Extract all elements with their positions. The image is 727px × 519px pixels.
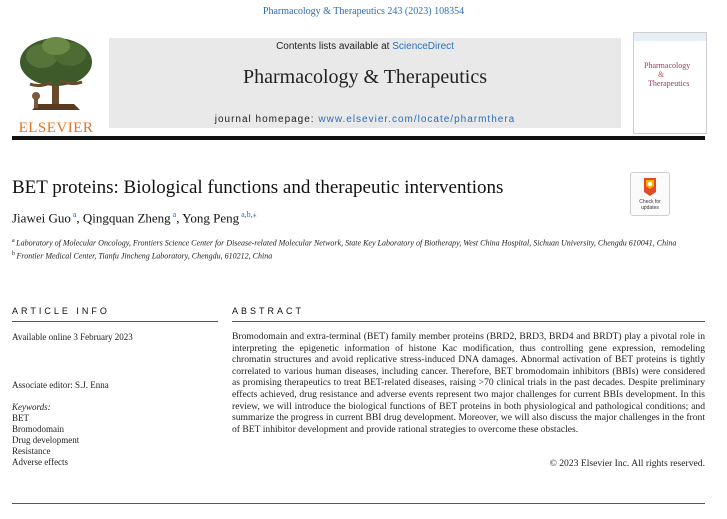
journal-cover-thumbnail[interactable] — [633, 32, 707, 134]
journal-citation-link[interactable]: Pharmacology & Therapeutics 243 (2023) 108354 — [262, 6, 465, 17]
available-online-date: Available online 3 February 2023 — [12, 332, 133, 342]
bottom-divider — [12, 503, 705, 504]
article-info-rule — [12, 321, 218, 322]
keyword-item: Bromodomain — [12, 424, 64, 434]
cover-title — [644, 61, 704, 88]
author-name[interactable]: Jiawei Guo — [12, 210, 71, 226]
keyword-item: BET — [12, 413, 29, 423]
journal-title: Pharmacology & Therapeutics — [242, 66, 487, 88]
associate-editor: Associate editor: S.J. Enna — [12, 380, 109, 390]
affiliation-item — [12, 236, 712, 249]
abstract-rule — [232, 321, 705, 322]
cover-title-line1: Pharmacology — [644, 61, 691, 70]
cover-top-strip — [634, 33, 706, 41]
keyword-item: Drug development — [12, 435, 80, 445]
author-affiliation-marker[interactable]: a — [70, 210, 77, 219]
author-name[interactable]: Qingquan Zheng — [82, 210, 171, 226]
copyright-notice: © 2023 Elsevier Inc. All rights reserved. — [549, 458, 705, 469]
affiliation-item — [12, 249, 712, 262]
abstract-text: Bromodomain and extra-terminal (BET) family member proteins (BRD2, BRD3, BRD4 and BRDT) play a pivotal role in interpreting the epigenetic information of histone Kac modification, thus controlling gene expression, remodeling chromatin structures and avoid replicative stress-induced DNA damages. Abnormal activation of BET proteins is tightly correlated to various human diseases, including cancer. Therefore, BET bromodomain inhibitors (BBIs) were considered as promising therapeutics to treat BET-related diseases, raising >70 clinical trials in the past decades. Despite preliminary effects achieved, drug resistance and adverse events represent two major challenges for current BBIs development. In this review, we will introduce the biological functions of BET proteins in both physiological and pathological conditions; and summarize the progress in current BBI drug development. Moreover, we will also discuss the major challenges in the front of BET inhibitor development and provide rational strategies to overcome these obstacles. — [232, 331, 705, 435]
journal-banner — [109, 38, 621, 128]
elsevier-tree-logo — [12, 34, 100, 134]
abstract-heading: ABSTRACT — [232, 306, 305, 316]
keyword-item: Resistance — [12, 446, 51, 456]
keyword-item: Adverse effects — [12, 457, 69, 467]
keywords-list — [12, 402, 79, 468]
journal-homepage — [109, 114, 621, 125]
contents-availability — [109, 41, 621, 52]
keywords-title: Keywords: — [12, 402, 51, 412]
affiliation-text: Frontier Medical Center, Tianfu Jincheng Laboratory, Chengdu, 610212, China — [16, 251, 273, 261]
elsevier-wordmark: ELSEVIER — [18, 120, 94, 136]
header-divider — [12, 136, 705, 140]
check-updates-label: Check for updates — [639, 199, 661, 211]
author-name[interactable]: Yong Peng — [182, 210, 240, 226]
author-separator: , — [176, 210, 183, 226]
author-separator: , — [76, 210, 83, 226]
author-affiliation-marker[interactable]: a,b,⁎ — [239, 210, 257, 219]
affiliations — [12, 236, 712, 261]
article-title: BET proteins: Biological functions and therapeutic interventions — [12, 177, 504, 198]
affiliation-text: Laboratory of Molecular Oncology, Frontiers Science Center for Disease-related Molecular Network, State Key Laboratory of Biotherapy, West China Hospital, Sichuan University, Chengdu 610041, China — [16, 238, 677, 248]
check-for-updates-button[interactable] — [630, 172, 670, 216]
sciencedirect-link[interactable]: ScienceDirect — [392, 41, 454, 52]
article-info-heading: ARTICLE INFO — [12, 306, 110, 316]
contents-prefix: Contents lists available at — [276, 41, 393, 52]
homepage-url-link[interactable]: www.elsevier.com/locate/pharmthera — [318, 114, 516, 125]
author-affiliation-marker[interactable]: a — [170, 210, 177, 219]
journal-header — [12, 28, 705, 138]
cover-title-line2: Therapeutics — [648, 79, 690, 88]
affiliation-marker: a — [12, 238, 17, 244]
cover-title-amp: & — [658, 70, 665, 79]
crossmark-icon — [641, 177, 659, 197]
author-list — [12, 210, 257, 226]
affiliation-marker: b — [12, 250, 17, 257]
homepage-prefix: journal homepage: — [214, 114, 319, 125]
